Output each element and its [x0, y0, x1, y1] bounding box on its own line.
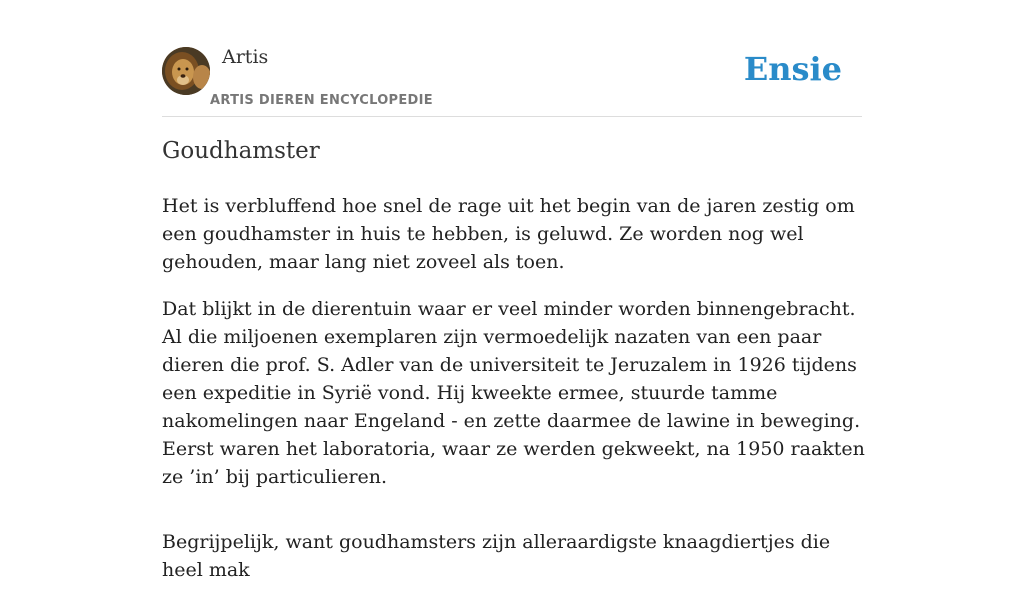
article-body	[162, 192, 867, 603]
article-title: Goudhamster	[162, 138, 320, 164]
article-paragraph: Het is verbluffend hoe snel de rage uit het begin van de jaren zestig om een goudhamster in huis te hebben, is geluwd. Ze worden nog wel gehouden, maar lang niet zoveel als toen.	[162, 195, 855, 273]
author-name[interactable]: Artis	[222, 46, 269, 68]
lion-avatar-icon[interactable]	[162, 47, 210, 95]
article-paragraph: Begrijpelijk, want goudhamsters zijn alleraardigste knaagdiertjes die heel mak	[162, 531, 831, 581]
page-header	[162, 46, 862, 117]
encyclopedia-subtitle[interactable]: ARTIS DIEREN ENCYCLOPEDIE	[210, 93, 433, 108]
site-logo[interactable]: Ensie	[743, 50, 842, 88]
article-paragraph: Dat blijkt in de dierentuin waar er veel minder worden binnengebracht. Al die miljoenen exemplaren zijn vermoedelijk nazaten van een paar dieren die prof. S. Adler van de universiteit te Jeruzalem in 1926 tijdens een expeditie in Syrië vond. Hij kweekte ermee, stuurde tamme nakomelingen naar Engeland - en zette daarmee de lawine in beweging. Eerst waren het laboratoria, waar ze werden gekweekt, na 1950 raakten ze ’in’ bij particulieren.	[162, 298, 865, 488]
